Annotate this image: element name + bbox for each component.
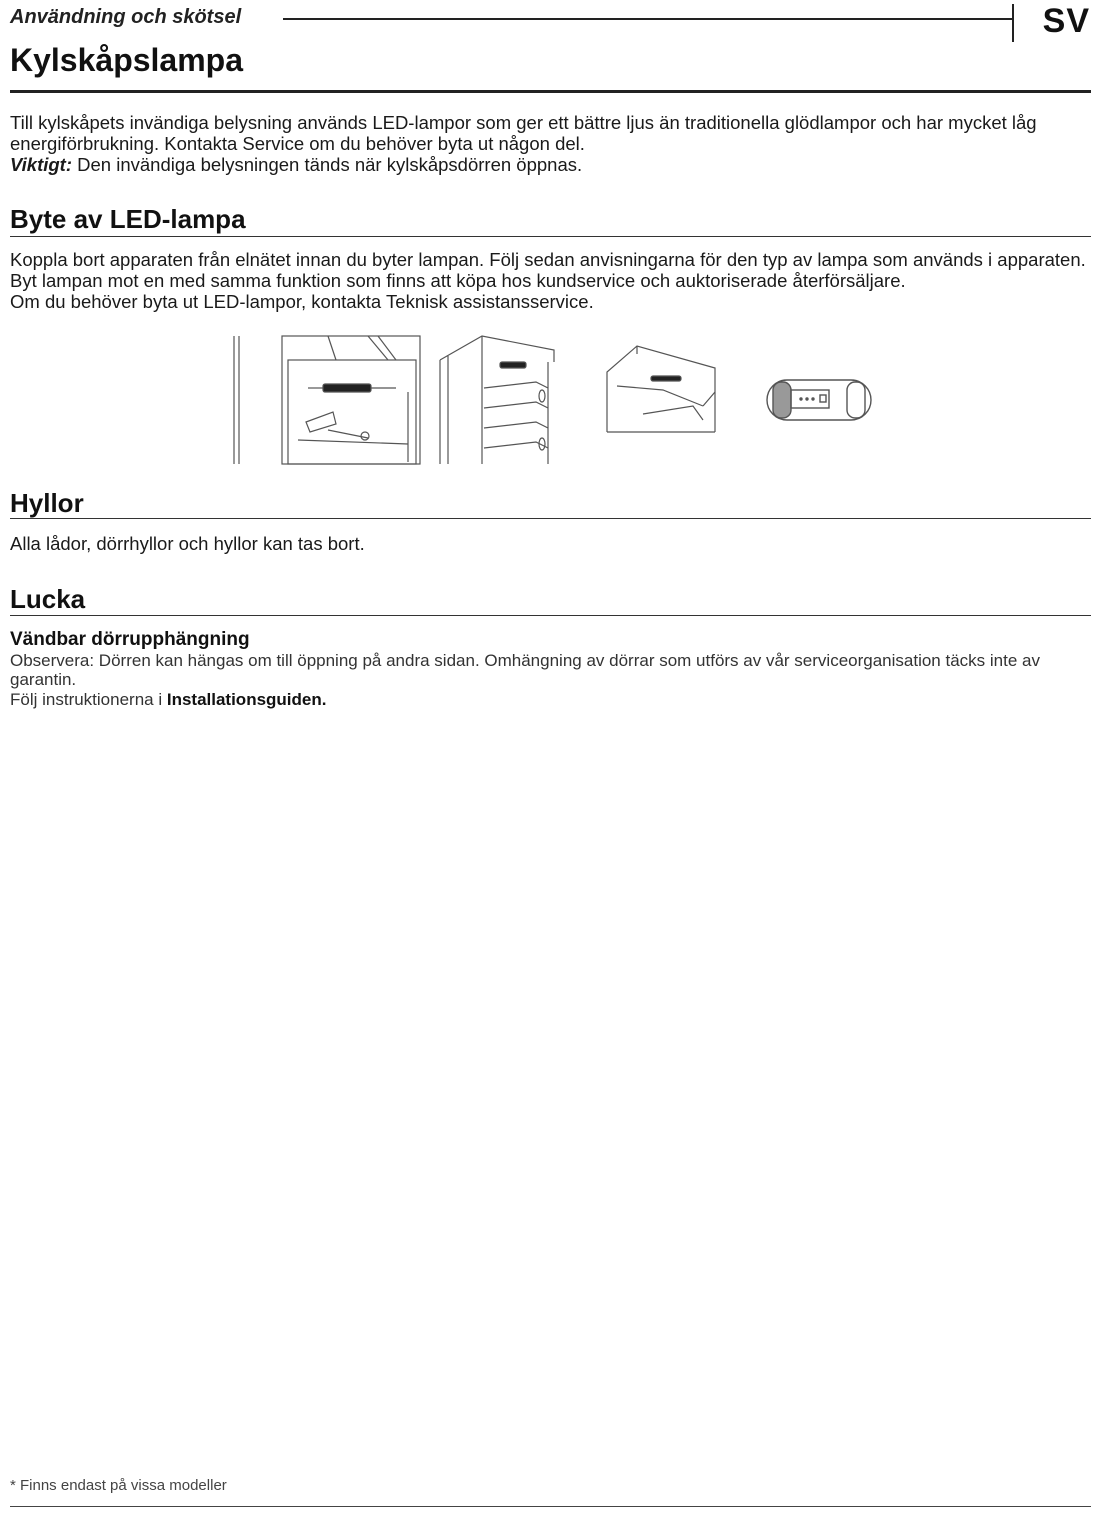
- title-rule: [10, 90, 1091, 93]
- header-rule-tick: [1012, 4, 1014, 42]
- led-section-heading: Byte av LED-lampa: [10, 204, 246, 234]
- door-section-rule: [10, 615, 1091, 616]
- door-subheading: Vändbar dörrupphängning: [10, 629, 250, 650]
- language-code: SV: [1042, 2, 1090, 40]
- led-figures: [228, 332, 878, 467]
- led-lamp-module-figure: [763, 374, 875, 429]
- door-text-2-prefix: Följ instruktionerna i: [10, 690, 167, 709]
- shelves-text: Alla lådor, dörrhyllor och hyllor kan tas bort.: [10, 533, 365, 554]
- footnote: * Finns endast på vissa modeller: [10, 1477, 227, 1494]
- door-text-2: [10, 690, 1090, 709]
- intro-paragraph: [10, 112, 1090, 175]
- door-section-heading: Lucka: [10, 584, 86, 614]
- footer-rule: [10, 1506, 1091, 1507]
- shelves-section-rule: [10, 518, 1091, 519]
- led-section-rule: [10, 236, 1091, 237]
- important-text: Den invändiga belysningen tänds när kylskåpsdörren öppnas.: [72, 154, 583, 175]
- led-section-paragraph: [10, 249, 1090, 312]
- important-label: Viktigt:: [10, 154, 73, 175]
- section-label: Användning och skötsel: [10, 6, 242, 28]
- cabinet-top-light-figure: [603, 332, 721, 437]
- door-text-1: Observera: Dörren kan hängas om till öppning på andra sidan. Omhängning av dörrar som utförs av vår serviceorganisation täcks inte av garantin.: [10, 651, 1040, 689]
- installation-guide-reference: Installationsguiden.: [166, 690, 327, 709]
- header-rule: [283, 18, 1013, 20]
- shelves-section-heading: Hyllor: [10, 488, 84, 518]
- fridge-interior-light-figure: [228, 332, 428, 467]
- led-text-1: Koppla bort apparaten från elnätet innan du byter lampan. Följ sedan anvisningarna för den typ av lampa som används i apparaten. Byt lampan mot en med samma funktion som finns att köpa hos kundservice och auktoriserade återförsäljare.: [10, 249, 1086, 291]
- fridge-shelves-light-figure: [436, 332, 561, 467]
- intro-text: Till kylskåpets invändiga belysning används LED-lampor som ger ett bättre ljus än traditionella glödlampor och har mycket låg energiförbrukning. Kontakta Service om du behöver byta ut någon del.: [10, 112, 1037, 154]
- led-text-2: Om du behöver byta ut LED-lampor, kontakta Teknisk assistansservice.: [10, 291, 594, 312]
- page-title: Kylskåpslampa: [10, 42, 244, 78]
